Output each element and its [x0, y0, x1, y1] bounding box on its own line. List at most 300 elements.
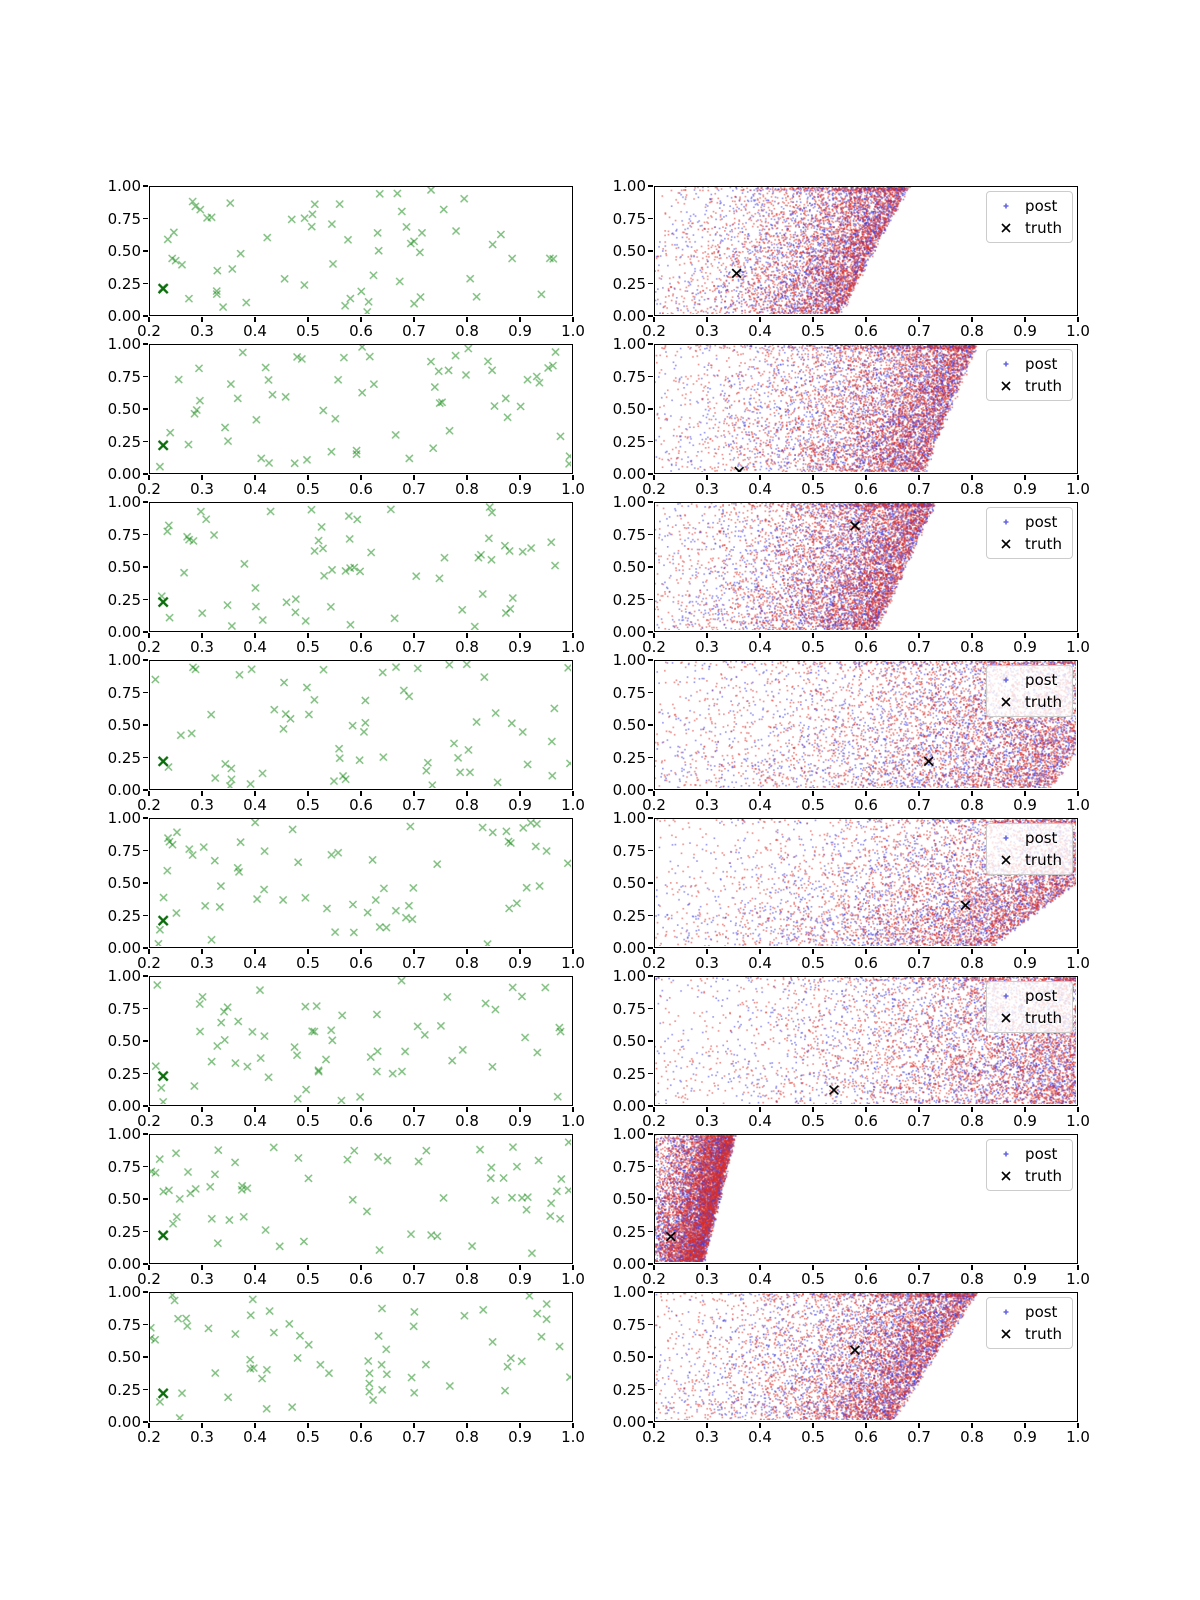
- y-tick-label: 0.50: [612, 716, 646, 734]
- x-tick-label: 0.2: [137, 796, 161, 814]
- y-tick-label: 0.00: [107, 939, 141, 957]
- x-tick-label: 0.9: [508, 638, 532, 656]
- x-tick-label: 0.4: [748, 638, 772, 656]
- y-tick-label: 0.75: [107, 367, 141, 386]
- x-tick-label: 0.2: [642, 1270, 666, 1288]
- legend-entry-post: [993, 511, 1062, 533]
- y-tick-label: 0.25: [612, 590, 646, 609]
- legend-truth-label: truth: [1025, 377, 1062, 395]
- x-tick-label: 0.6: [349, 1270, 373, 1288]
- x-tick-label: 0.5: [801, 322, 825, 340]
- y-tick-mark: [143, 566, 148, 568]
- x-tick-label: 0.4: [748, 322, 772, 340]
- x-tick-label: 0.7: [402, 638, 426, 656]
- y-tick-mark: [648, 882, 653, 884]
- y-tick-mark: [648, 1389, 653, 1391]
- legend-truth-marker-icon: [993, 222, 1019, 234]
- y-tick-label: 0.00: [612, 1097, 646, 1115]
- x-tick-label: 0.9: [508, 480, 532, 498]
- legend-post-label: post: [1025, 355, 1058, 373]
- legend-entry-truth: [993, 1007, 1062, 1029]
- y-tick-label: 0.50: [612, 1190, 646, 1208]
- y-tick-label: 0.75: [612, 1315, 646, 1334]
- x-tick-label: 0.3: [190, 954, 214, 972]
- y-tick-mark: [648, 473, 653, 475]
- y-tick-label: 0.25: [612, 1064, 646, 1083]
- x-tick-label: 0.7: [907, 1112, 931, 1130]
- x-tick-label: 0.3: [190, 1270, 214, 1288]
- y-tick-mark: [648, 283, 653, 285]
- subplot-post-row1: [612, 177, 1090, 340]
- y-tick-mark: [143, 408, 148, 410]
- legend-entry-truth: [993, 533, 1062, 555]
- x-tick-label: 0.8: [960, 1112, 984, 1130]
- y-tick-mark: [648, 789, 653, 791]
- x-tick-label: 0.2: [642, 638, 666, 656]
- y-tick-mark: [143, 724, 148, 726]
- y-tick-mark: [648, 817, 653, 819]
- y-tick-label: 0.25: [612, 748, 646, 767]
- x-tick-label: 0.7: [402, 480, 426, 498]
- y-tick-mark: [648, 692, 653, 694]
- x-tick-label: 0.2: [137, 1428, 161, 1446]
- y-tick-label: 1.00: [107, 1283, 141, 1301]
- y-tick-label: 0.25: [612, 906, 646, 925]
- x-tick-label: 0.7: [402, 796, 426, 814]
- x-tick-label: 0.8: [960, 638, 984, 656]
- legend-post-label: post: [1025, 987, 1058, 1005]
- legend-truth-marker-icon: [993, 854, 1019, 866]
- y-tick-mark: [648, 1073, 653, 1075]
- x-tick-label: 0.6: [349, 480, 373, 498]
- y-tick-label: 0.00: [612, 939, 646, 957]
- y-tick-label: 0.75: [107, 525, 141, 544]
- y-tick-label: 0.50: [107, 400, 141, 418]
- legend-post-label: post: [1025, 197, 1058, 215]
- subplot-obs-row7: [107, 1125, 585, 1288]
- y-tick-label: 1.00: [612, 177, 646, 195]
- subplot-post-row5: [612, 809, 1090, 972]
- x-tick-label: 0.6: [854, 1270, 878, 1288]
- y-tick-label: 1.00: [107, 651, 141, 669]
- x-tick-label: 1.0: [561, 796, 585, 814]
- x-tick-label: 0.2: [642, 796, 666, 814]
- y-tick-mark: [648, 1263, 653, 1265]
- x-tick-label: 0.7: [402, 954, 426, 972]
- y-tick-mark: [143, 975, 148, 977]
- x-tick-label: 0.2: [137, 322, 161, 340]
- x-tick-label: 0.9: [508, 796, 532, 814]
- scatter-canvas-obs-row2: [150, 345, 571, 472]
- y-tick-label: 0.75: [612, 1157, 646, 1176]
- legend-truth-marker-icon: [993, 696, 1019, 708]
- x-tick-label: 0.7: [402, 1112, 426, 1130]
- x-tick-label: 0.5: [296, 1428, 320, 1446]
- x-tick-label: 0.3: [190, 796, 214, 814]
- y-tick-mark: [648, 1198, 653, 1200]
- x-tick-label: 0.9: [508, 1270, 532, 1288]
- x-tick-label: 0.3: [190, 1428, 214, 1446]
- x-tick-label: 0.5: [296, 638, 320, 656]
- plot-border: [149, 186, 573, 316]
- y-tick-mark: [143, 1008, 148, 1010]
- y-tick-label: 0.00: [107, 1413, 141, 1431]
- plot-border: [149, 344, 573, 474]
- legend-truth-label: truth: [1025, 219, 1062, 237]
- legend-post-label: post: [1025, 829, 1058, 847]
- x-tick-label: 0.4: [243, 796, 267, 814]
- x-tick-label: 0.3: [695, 1428, 719, 1446]
- y-tick-mark: [648, 376, 653, 378]
- legend-entry-post: [993, 353, 1062, 375]
- x-tick-label: 0.6: [349, 322, 373, 340]
- y-tick-mark: [648, 343, 653, 345]
- legend-post-label: post: [1025, 1145, 1058, 1163]
- y-tick-mark: [143, 1356, 148, 1358]
- x-tick-label: 0.9: [1013, 1270, 1037, 1288]
- y-tick-mark: [648, 724, 653, 726]
- y-tick-label: 0.75: [612, 841, 646, 860]
- x-tick-label: 0.2: [642, 1428, 666, 1446]
- y-tick-label: 0.25: [107, 432, 141, 451]
- y-tick-mark: [143, 218, 148, 220]
- x-tick-label: 0.5: [296, 480, 320, 498]
- y-tick-label: 0.75: [107, 1157, 141, 1176]
- plot-border: [149, 976, 573, 1106]
- x-tick-label: 0.2: [137, 954, 161, 972]
- x-tick-label: 0.9: [508, 954, 532, 972]
- x-tick-label: 0.5: [801, 1112, 825, 1130]
- x-tick-label: 0.4: [243, 480, 267, 498]
- y-tick-mark: [648, 1421, 653, 1423]
- x-tick-label: 0.9: [508, 1112, 532, 1130]
- x-tick-label: 0.9: [1013, 480, 1037, 498]
- legend-truth-marker-icon: [993, 1170, 1019, 1182]
- y-tick-mark: [143, 882, 148, 884]
- y-tick-label: 0.75: [107, 683, 141, 702]
- x-tick-label: 0.2: [137, 480, 161, 498]
- y-tick-mark: [648, 1133, 653, 1135]
- y-tick-label: 0.75: [612, 209, 646, 228]
- scatter-canvas-obs-row8: [150, 1293, 571, 1420]
- y-tick-label: 0.50: [612, 558, 646, 576]
- y-tick-mark: [648, 1324, 653, 1326]
- x-tick-label: 1.0: [1066, 796, 1090, 814]
- scatter-canvas-obs-row4: [150, 661, 571, 788]
- y-tick-mark: [648, 408, 653, 410]
- legend-post-marker-icon: [993, 832, 1019, 844]
- y-tick-mark: [143, 343, 148, 345]
- legend-entry-post: [993, 1143, 1062, 1165]
- x-tick-label: 0.3: [695, 1270, 719, 1288]
- y-tick-label: 0.75: [107, 841, 141, 860]
- x-tick-label: 1.0: [561, 1112, 585, 1130]
- y-tick-mark: [143, 1421, 148, 1423]
- x-tick-label: 0.5: [296, 1270, 320, 1288]
- x-tick-label: 0.9: [508, 1428, 532, 1446]
- x-tick-label: 0.3: [695, 480, 719, 498]
- x-tick-label: 0.8: [455, 796, 479, 814]
- y-tick-mark: [143, 534, 148, 536]
- y-tick-mark: [143, 659, 148, 661]
- y-tick-mark: [648, 534, 653, 536]
- x-tick-label: 0.4: [243, 1428, 267, 1446]
- x-tick-label: 0.8: [960, 796, 984, 814]
- y-tick-mark: [648, 1040, 653, 1042]
- x-tick-label: 0.7: [907, 1428, 931, 1446]
- y-tick-label: 0.75: [612, 367, 646, 386]
- subplot-post-row2: [612, 335, 1090, 498]
- legend-box: [986, 665, 1073, 717]
- y-tick-mark: [143, 789, 148, 791]
- subplot-post-row3: [612, 493, 1090, 656]
- y-tick-label: 0.00: [107, 1097, 141, 1115]
- x-tick-label: 1.0: [561, 1428, 585, 1446]
- legend-truth-marker-icon: [993, 538, 1019, 550]
- y-tick-mark: [143, 1105, 148, 1107]
- legend-truth-label: truth: [1025, 535, 1062, 553]
- y-tick-label: 0.25: [107, 1064, 141, 1083]
- y-tick-label: 0.00: [107, 781, 141, 799]
- x-tick-label: 0.4: [748, 1270, 772, 1288]
- y-tick-mark: [143, 850, 148, 852]
- x-tick-label: 0.9: [1013, 1428, 1037, 1446]
- legend-box: [986, 823, 1073, 875]
- y-tick-label: 0.50: [107, 1190, 141, 1208]
- y-tick-mark: [648, 1231, 653, 1233]
- legend-entry-post: [993, 669, 1062, 691]
- y-tick-label: 0.25: [612, 1380, 646, 1399]
- subplot-obs-row2: [107, 335, 585, 498]
- y-tick-mark: [143, 1389, 148, 1391]
- y-tick-mark: [143, 1324, 148, 1326]
- x-tick-label: 0.3: [190, 1112, 214, 1130]
- legend-post-marker-icon: [993, 1306, 1019, 1318]
- x-tick-label: 0.4: [243, 638, 267, 656]
- x-tick-label: 0.6: [854, 480, 878, 498]
- x-tick-label: 1.0: [1066, 1428, 1090, 1446]
- x-tick-label: 0.6: [349, 954, 373, 972]
- y-tick-label: 1.00: [612, 809, 646, 827]
- y-tick-mark: [143, 817, 148, 819]
- y-tick-mark: [143, 631, 148, 633]
- y-tick-mark: [143, 185, 148, 187]
- y-tick-mark: [143, 947, 148, 949]
- y-tick-label: 0.75: [612, 683, 646, 702]
- x-tick-label: 0.5: [296, 954, 320, 972]
- x-tick-label: 0.2: [137, 638, 161, 656]
- y-tick-label: 0.50: [612, 1032, 646, 1050]
- x-tick-label: 0.6: [349, 1112, 373, 1130]
- x-tick-label: 0.7: [907, 322, 931, 340]
- y-tick-label: 0.75: [107, 209, 141, 228]
- y-tick-label: 0.00: [612, 781, 646, 799]
- x-tick-label: 1.0: [1066, 954, 1090, 972]
- legend-post-marker-icon: [993, 516, 1019, 528]
- x-tick-label: 1.0: [561, 638, 585, 656]
- y-tick-mark: [143, 441, 148, 443]
- subplot-obs-row3: [107, 493, 585, 656]
- x-tick-label: 0.4: [243, 1270, 267, 1288]
- x-tick-label: 1.0: [561, 480, 585, 498]
- y-tick-mark: [648, 1166, 653, 1168]
- y-tick-label: 1.00: [107, 493, 141, 511]
- plot-border: [149, 818, 573, 948]
- x-tick-label: 0.6: [349, 1428, 373, 1446]
- legend-box: [986, 1297, 1073, 1349]
- subplot-obs-row8: [107, 1283, 585, 1446]
- legend-entry-truth: [993, 1323, 1062, 1345]
- x-tick-label: 0.4: [243, 1112, 267, 1130]
- x-tick-label: 0.2: [642, 322, 666, 340]
- y-tick-label: 1.00: [612, 335, 646, 353]
- y-tick-label: 0.50: [107, 1032, 141, 1050]
- x-tick-label: 1.0: [1066, 480, 1090, 498]
- subplot-post-row8: [612, 1283, 1090, 1446]
- x-tick-label: 1.0: [1066, 322, 1090, 340]
- x-tick-label: 0.3: [190, 638, 214, 656]
- y-tick-label: 0.50: [612, 400, 646, 418]
- y-tick-mark: [648, 915, 653, 917]
- x-tick-label: 0.5: [801, 796, 825, 814]
- y-tick-mark: [143, 315, 148, 317]
- x-tick-label: 0.7: [402, 1270, 426, 1288]
- y-tick-label: 1.00: [107, 967, 141, 985]
- x-tick-label: 0.9: [508, 322, 532, 340]
- y-tick-label: 0.25: [612, 1222, 646, 1241]
- y-tick-label: 1.00: [612, 967, 646, 985]
- y-tick-mark: [143, 599, 148, 601]
- y-tick-label: 1.00: [612, 1283, 646, 1301]
- y-tick-label: 0.75: [612, 999, 646, 1018]
- y-tick-mark: [648, 757, 653, 759]
- y-tick-mark: [648, 947, 653, 949]
- y-tick-mark: [143, 473, 148, 475]
- legend-truth-label: truth: [1025, 693, 1062, 711]
- y-tick-label: 1.00: [612, 493, 646, 511]
- plot-border: [149, 1134, 573, 1264]
- x-tick-label: 0.8: [960, 1428, 984, 1446]
- x-tick-label: 0.7: [907, 796, 931, 814]
- legend-post-label: post: [1025, 671, 1058, 689]
- x-tick-label: 0.3: [695, 796, 719, 814]
- legend-entry-truth: [993, 217, 1062, 239]
- y-tick-label: 1.00: [612, 1125, 646, 1143]
- legend-entry-truth: [993, 691, 1062, 713]
- x-tick-label: 0.8: [960, 322, 984, 340]
- x-tick-label: 0.6: [854, 1428, 878, 1446]
- legend-entry-post: [993, 827, 1062, 849]
- y-tick-mark: [648, 975, 653, 977]
- legend-entry-post: [993, 985, 1062, 1007]
- x-tick-label: 0.5: [801, 638, 825, 656]
- legend-truth-label: truth: [1025, 1167, 1062, 1185]
- y-tick-mark: [648, 250, 653, 252]
- y-tick-mark: [648, 315, 653, 317]
- y-tick-label: 0.50: [612, 874, 646, 892]
- y-tick-label: 0.25: [107, 1222, 141, 1241]
- scatter-canvas-obs-row7: [150, 1135, 571, 1262]
- x-tick-label: 0.5: [801, 1270, 825, 1288]
- legend-entry-truth: [993, 1165, 1062, 1187]
- x-tick-label: 0.4: [243, 954, 267, 972]
- subplot-obs-row6: [107, 967, 585, 1130]
- y-tick-mark: [143, 376, 148, 378]
- x-tick-label: 0.6: [854, 954, 878, 972]
- y-tick-label: 1.00: [107, 335, 141, 353]
- plot-border: [149, 502, 573, 632]
- x-tick-label: 0.8: [960, 1270, 984, 1288]
- y-tick-label: 1.00: [107, 1125, 141, 1143]
- y-tick-label: 0.75: [107, 999, 141, 1018]
- x-tick-label: 0.8: [455, 1270, 479, 1288]
- y-tick-label: 1.00: [107, 177, 141, 195]
- y-tick-label: 0.50: [612, 1348, 646, 1366]
- y-tick-mark: [648, 1008, 653, 1010]
- y-tick-mark: [143, 1291, 148, 1293]
- x-tick-label: 1.0: [1066, 1270, 1090, 1288]
- x-tick-label: 0.2: [642, 954, 666, 972]
- legend-post-label: post: [1025, 1303, 1058, 1321]
- x-tick-label: 0.6: [854, 638, 878, 656]
- x-tick-label: 0.2: [137, 1112, 161, 1130]
- x-tick-label: 0.3: [190, 322, 214, 340]
- legend-box: [986, 981, 1073, 1033]
- x-tick-label: 0.7: [907, 1270, 931, 1288]
- y-tick-label: 0.00: [107, 307, 141, 325]
- x-tick-label: 1.0: [561, 322, 585, 340]
- y-tick-mark: [648, 631, 653, 633]
- x-tick-label: 0.7: [907, 480, 931, 498]
- legend-box: [986, 507, 1073, 559]
- y-tick-label: 0.25: [612, 274, 646, 293]
- x-tick-label: 1.0: [561, 954, 585, 972]
- legend-entry-truth: [993, 849, 1062, 871]
- x-tick-label: 0.2: [642, 1112, 666, 1130]
- y-tick-mark: [648, 218, 653, 220]
- x-tick-label: 0.7: [402, 322, 426, 340]
- y-tick-mark: [143, 1263, 148, 1265]
- y-tick-label: 0.00: [107, 465, 141, 483]
- y-tick-label: 0.50: [107, 558, 141, 576]
- legend-truth-label: truth: [1025, 1009, 1062, 1027]
- scatter-canvas-obs-row3: [150, 503, 571, 630]
- x-tick-label: 0.5: [801, 1428, 825, 1446]
- y-tick-label: 0.25: [107, 1380, 141, 1399]
- legend-box: [986, 191, 1073, 243]
- subplot-obs-row5: [107, 809, 585, 972]
- x-tick-label: 0.3: [695, 638, 719, 656]
- x-tick-label: 0.4: [748, 480, 772, 498]
- x-tick-label: 1.0: [1066, 638, 1090, 656]
- x-tick-label: 0.4: [748, 1112, 772, 1130]
- legend-post-marker-icon: [993, 990, 1019, 1002]
- x-tick-label: 0.7: [907, 638, 931, 656]
- y-tick-mark: [648, 501, 653, 503]
- y-tick-label: 0.75: [107, 1315, 141, 1334]
- x-tick-label: 0.8: [455, 1428, 479, 1446]
- y-tick-label: 0.25: [107, 274, 141, 293]
- legend-post-marker-icon: [993, 358, 1019, 370]
- y-tick-label: 0.75: [612, 525, 646, 544]
- subplot-post-row6: [612, 967, 1090, 1130]
- y-tick-mark: [143, 1073, 148, 1075]
- x-tick-label: 0.7: [402, 1428, 426, 1446]
- legend-post-label: post: [1025, 513, 1058, 531]
- y-tick-mark: [648, 185, 653, 187]
- y-tick-mark: [143, 1040, 148, 1042]
- subplot-obs-row4: [107, 651, 585, 814]
